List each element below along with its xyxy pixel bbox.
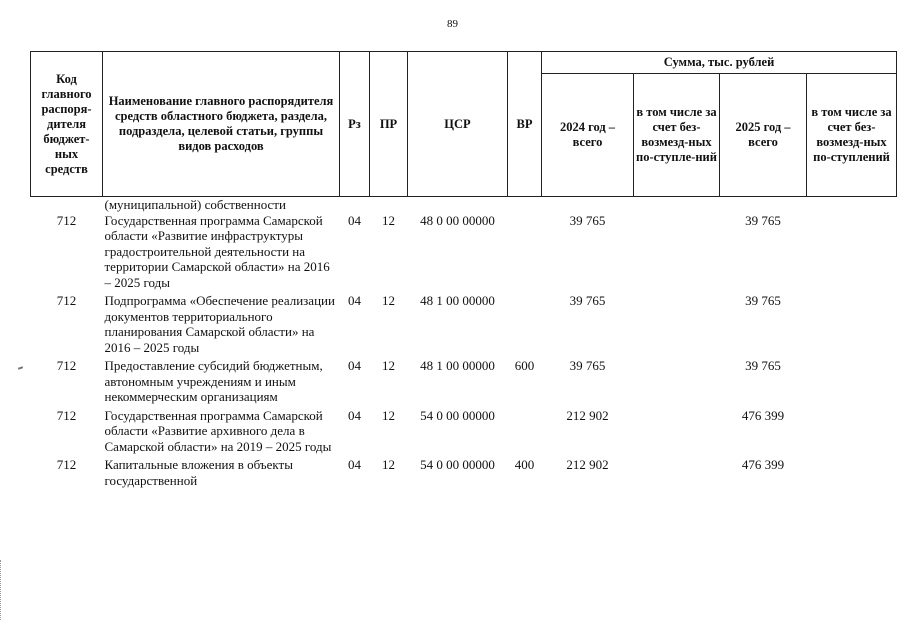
cell-2024-total: 39 765 (569, 358, 606, 373)
cell-2024-free (634, 197, 720, 294)
cell-vr: 400 (514, 457, 535, 472)
header-sum-group: Сумма, тыс. рублей (542, 52, 897, 74)
cell-2025-free (807, 457, 897, 491)
cell-name: Предоставление субсидий бюджетным, автономным учреждениям и иным некоммерческим организациям (104, 358, 323, 404)
cell-name: Капитальные вложения в объекты государственной (104, 457, 293, 488)
cell-2024-free (634, 358, 720, 408)
cell-vr (508, 293, 542, 358)
cell-2025-free (807, 358, 897, 408)
cell-name: (муниципальной) собственности Государственная программа Самарской области «Развитие инфраструктуры градостроительной деятельности на территории Самарской области» на 2016 – 2025 годы (104, 197, 330, 290)
header-2024-total: 2024 год – всего (542, 74, 634, 197)
cell-name: Подпрограмма «Обеспечение реализации документов территориального планирования Самарской области» на 2016 – 2025 годы (104, 293, 335, 355)
table-header (31, 52, 897, 197)
cell-2024-free (634, 457, 720, 491)
cell-code: 712 (56, 407, 77, 423)
cell-name: Государственная программа Самарской области «Развитие архивного дела в Самарской области» на 2019 – 2025 годы (104, 407, 332, 454)
cell-2025-free (807, 197, 897, 294)
budget-table (30, 51, 897, 491)
cell-vr (508, 408, 542, 458)
cell-2024-free (634, 408, 720, 458)
cell-2025-free (807, 293, 897, 358)
cell-vr: 600 (514, 358, 535, 373)
cell-csr: 48 1 00 00000 (420, 358, 495, 373)
page-number: 89 (447, 18, 458, 30)
table-row (31, 293, 897, 358)
cell-rz: 04 (348, 407, 361, 423)
cell-2024-total: 212 902 (566, 407, 609, 423)
scan-edge-mark (0, 560, 5, 620)
cell-vr (508, 197, 542, 294)
cell-code: 712 (56, 457, 77, 472)
header-pr: ПР (370, 52, 408, 197)
cell-2024-total: 39 765 (569, 293, 606, 308)
cell-csr: 54 0 00 00000 (420, 457, 495, 472)
header-vr: ВР (508, 52, 542, 197)
header-code: Код главного распоря-дителя бюджет-ных средств (31, 52, 103, 197)
cell-csr: 54 0 00 00000 (420, 407, 495, 423)
cell-pr: 12 (382, 213, 395, 228)
table-row (31, 358, 897, 408)
cell-pr: 12 (382, 358, 395, 373)
table-row (31, 408, 897, 458)
cell-2025-total: 39 765 (745, 293, 781, 308)
cell-pr: 12 (382, 457, 395, 472)
cell-rz: 04 (348, 293, 361, 308)
scan-margin-mark (18, 366, 23, 370)
cell-code: 712 (56, 293, 77, 308)
header-2024-free: в том числе за счет без-возмезд-ных по-ступле-ний (634, 74, 720, 197)
table-row (31, 457, 897, 491)
cell-csr: 48 0 00 00000 (420, 213, 495, 228)
cell-rz: 04 (348, 358, 361, 373)
cell-2024-free (634, 293, 720, 358)
cell-pr: 12 (382, 407, 395, 423)
cell-2024-total: 212 902 (566, 457, 609, 472)
cell-2025-total: 476 399 (741, 407, 785, 423)
cell-2025-free (807, 408, 897, 458)
cell-csr: 48 1 00 00000 (420, 293, 495, 308)
header-rz: Рз (340, 52, 370, 197)
cell-rz: 04 (348, 457, 361, 472)
cell-2024-total: 39 765 (569, 213, 606, 228)
table-body (31, 197, 897, 492)
table-row (31, 197, 897, 294)
cell-rz: 04 (348, 213, 361, 228)
cell-2025-total: 476 399 (741, 457, 785, 472)
cell-code: 712 (56, 358, 77, 373)
header-2025-free: в том числе за счет без-возмезд-ных по-ступлений (807, 74, 897, 197)
header-2025-total: 2025 год – всего (720, 74, 807, 197)
cell-pr: 12 (382, 293, 395, 308)
cell-code: 712 (56, 213, 77, 228)
header-csr: ЦСР (408, 52, 508, 197)
cell-2025-total: 39 765 (745, 358, 781, 373)
cell-2025-total: 39 765 (745, 213, 781, 228)
header-name: Наименование главного распорядителя средств областного бюджета, раздела, подраздела, целевой статьи, группы видов расходов (103, 52, 340, 197)
